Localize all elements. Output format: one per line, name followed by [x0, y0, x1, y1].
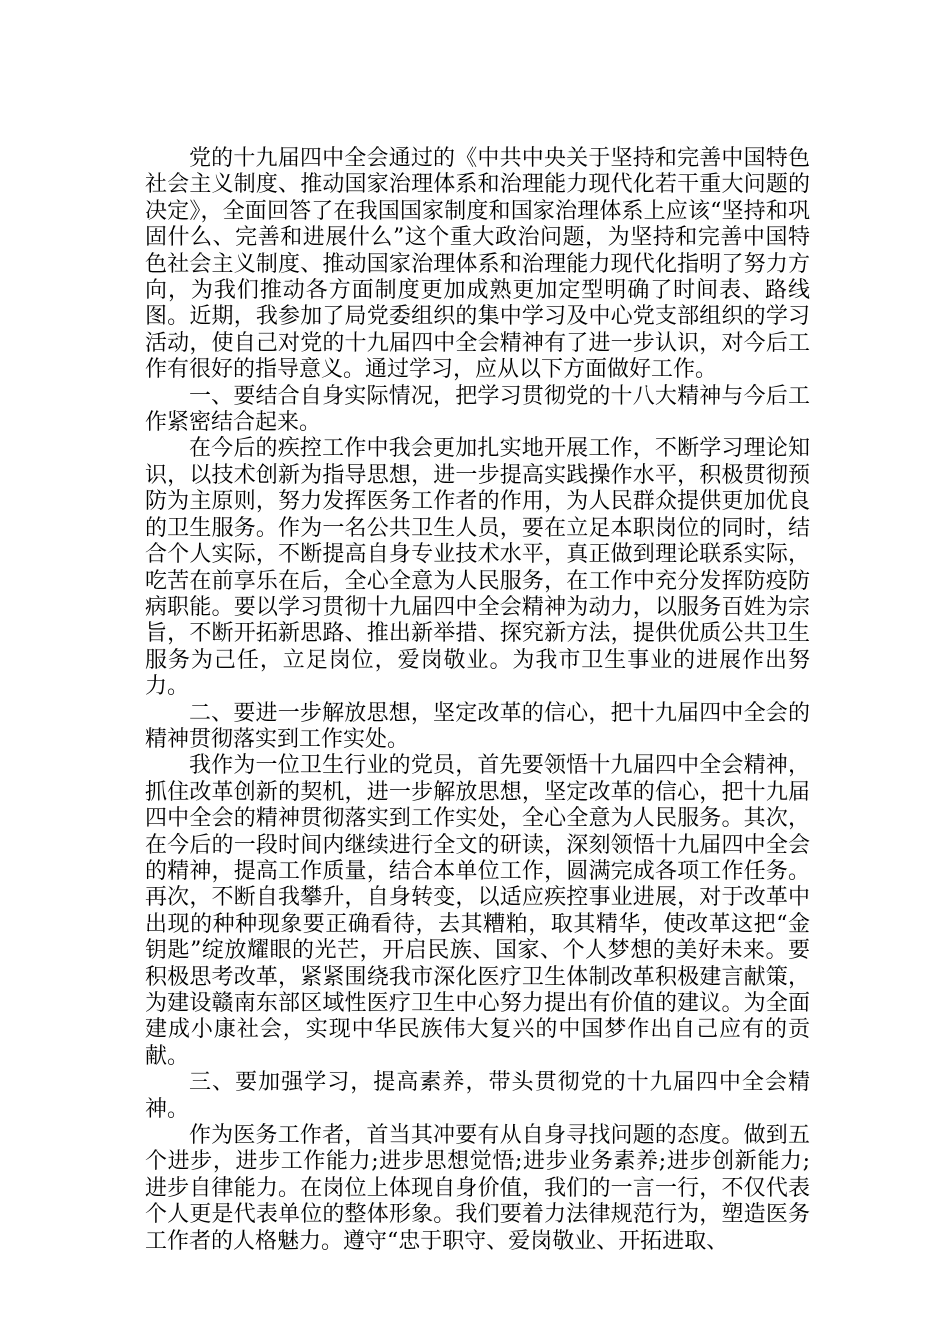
paragraph-section-2: 我作为一位卫生行业的党员，首先要领悟十九届四中全会精神，抓住改革创新的契机，进一步解放思想，坚定改革的信心，把十九届四中全会的精神贯彻落实到工作实处，全心全意为人民服务。其次，在今后的一段时间内继续进行全文的研读，深刻领悟十九届四中全会的精神，提高工作质量，结合本单位工作，圆满完成各项工作任务。再次，不断自我攀升，自身转变，以适应疾控事业进展，对于改革中出现的种种现象要正确看待，去其糟粕，取其精华，使改革这把“金钥匙”绽放耀眼的光芒，开启民族、国家、个人梦想的美好未来。要积极思考改革，紧紧围绕我市深化医疗卫生体制改革积极建言献策，为建设赣南东部区域性医疗卫生中心努力提出有价值的建议。为全面建成小康社会，实现中华民族伟大复兴的中国梦作出自己应有的贡献。: [145, 753, 810, 1069]
heading-section-3: 三、要加强学习，提高素养，带头贯彻党的十九届四中全会精神。: [145, 1070, 810, 1122]
heading-section-2: 二、要进一步解放思想，坚定改革的信心，把十九届四中全会的精神贯彻落实到工作实处。: [145, 700, 810, 752]
document-body: [145, 146, 810, 1255]
heading-section-1: 一、要结合自身实际情况，把学习贯彻党的十八大精神与今后工作紧密结合起来。: [145, 383, 810, 436]
paragraph-section-1: 在今后的疾控工作中我会更加扎实地开展工作，不断学习理论知识，以技术创新为指导思想，进一步提高实践操作水平，积极贯彻预防为主原则，努力发挥医务工作者的作用，为人民群众提供更加优良的卫生服务。作为一名公共卫生人员，要在立足本职岗位的同时，结合个人实际，不断提高自身专业技术水平，真正做到理论联系实际，吃苦在前享乐在后，全心全意为人民服务，在工作中充分发挥防疫防病职能。要以学习贯彻十九届四中全会精神为动力，以服务百姓为宗旨，不断开拓新思路、推出新举措、探究新方法，提供优质公共卫生服务为己任，立足岗位，爱岗敬业。为我市卫生事业的进展作出努力。: [145, 436, 810, 700]
paragraph-intro: 党的十九届四中全会通过的《中共中央关于坚持和完善中国特色社会主义制度、推动国家治理体系和治理能力现代化若干重大问题的决定》，全面回答了在我国国家制度和国家治理体系上应该“坚持和巩固什么、完善和进展什么”这个重大政治问题，为坚持和完善中国特色社会主义制度、推动国家治理体系和治理能力现代化指明了努力方向，为我们推动各方面制度更加成熟更加定型明确了时间表、路线图。近期，我参加了局党委组织的集中学习及中心党支部组织的学习活动，使自己对党的十九届四中全会精神有了进一步认识，对今后工作有很好的指导意义。通过学习，应从以下方面做好工作。: [145, 146, 810, 383]
paragraph-section-3: 作为医务工作者，首当其冲要有从自身寻找问题的态度。做到五个进步，进步工作能力;进步思想觉悟;进步业务素养;进步创新能力;进步自律能力。在岗位上体现自身价值，我们的一言一行，不仅代表个人更是代表单位的整体形象。我们要着力法律规范行为，塑造医务工作者的人格魅力。遵守“忠于职守、爱岗敬业、开拓进取、: [145, 1123, 810, 1254]
